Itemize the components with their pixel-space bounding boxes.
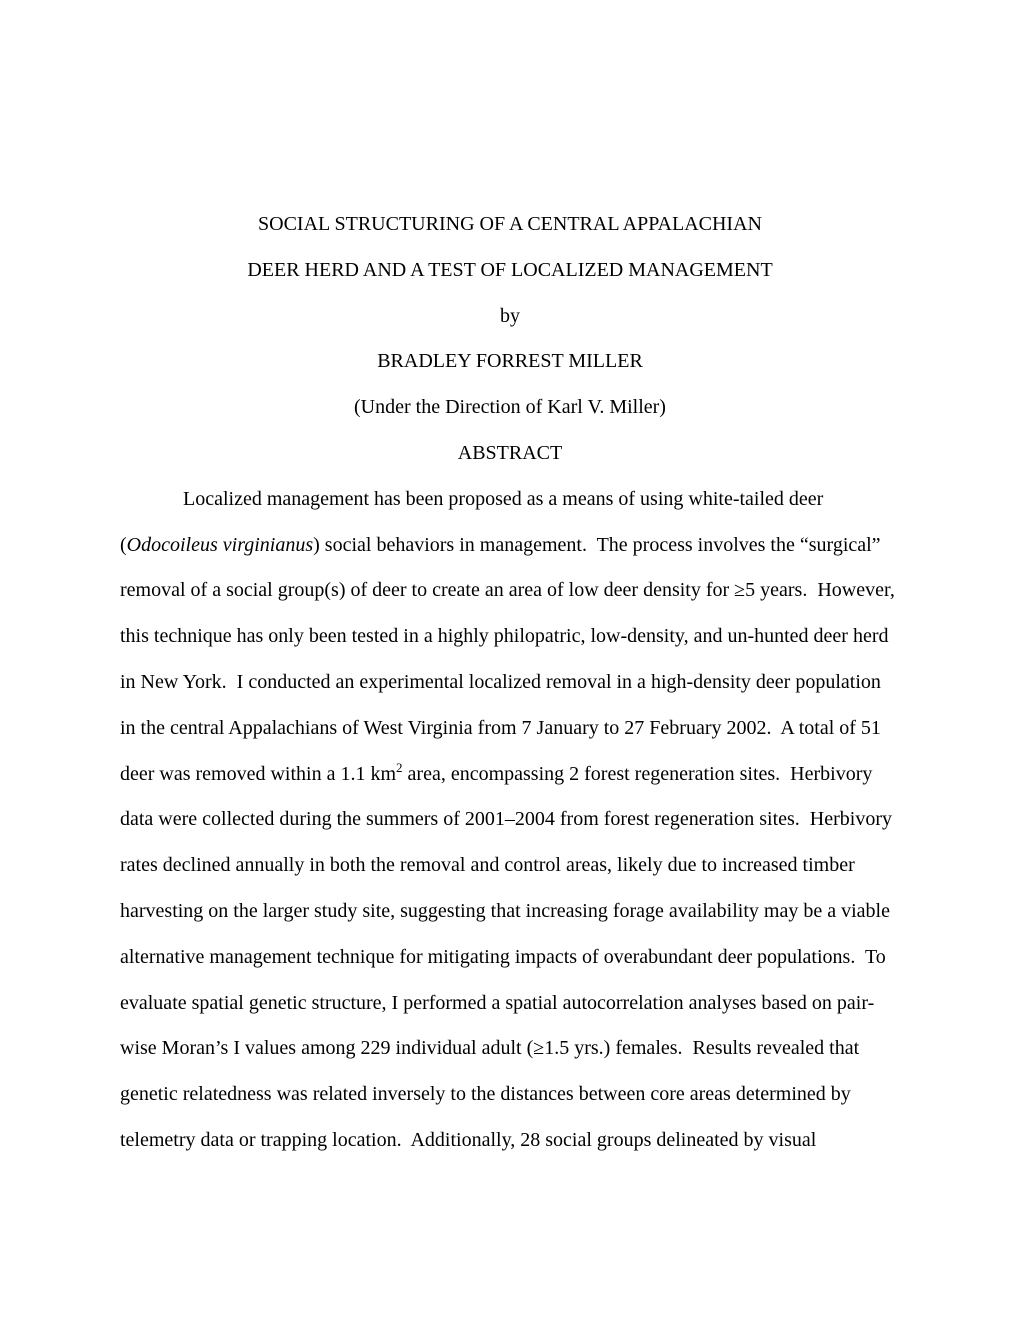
abstract-text-segment: data were collected during the summers of 2001–2004 from forest regeneration sites. Herbivory xyxy=(120,808,892,831)
abstract-line xyxy=(120,1026,900,1072)
abstract-line xyxy=(120,1072,900,1118)
page-content xyxy=(120,202,900,1164)
abstract-line xyxy=(120,523,900,569)
abstract-text-segment: deer was removed within a 1.1 km xyxy=(120,762,397,785)
abstract-text-segment: alternative management technique for mitigating impacts of overabundant deer populations. To xyxy=(120,945,886,968)
abstract-line xyxy=(120,1118,900,1164)
abstract-text-segment: evaluate spatial genetic structure, I performed a spatial autocorrelation analyses based on pair- xyxy=(120,991,875,1014)
abstract-text-segment: rates declined annually in both the removal and control areas, likely due to increased timber xyxy=(120,854,855,877)
abstract-text-segment: harvesting on the larger study site, suggesting that increasing forage availability may be a viable xyxy=(120,899,890,922)
superscript-2: 2 xyxy=(396,759,403,775)
abstract-line xyxy=(120,797,900,843)
abstract-text-segment: genetic relatedness was related inversely to the distances between core areas determined by xyxy=(120,1083,851,1106)
abstract-text-segment: this technique has only been tested in a highly philopatric, low-density, and un-hunted deer herd xyxy=(120,625,889,648)
abstract-text-segment: removal of a social group(s) of deer to create an area of low deer density for ≥5 years. However, xyxy=(120,579,895,602)
abstract-line xyxy=(120,935,900,981)
abstract-text-segment: Localized management has been proposed as a means of using white-tailed deer xyxy=(183,487,824,510)
abstract-text-segment: in the central Appalachians of West Virginia from 7 January to 27 February 2002. A total of 51 xyxy=(120,716,881,739)
abstract-line xyxy=(120,752,900,798)
abstract-text-segment: ) social behaviors in management. The process involves the “surgical” xyxy=(313,533,881,556)
abstract-line xyxy=(120,614,900,660)
thesis-title-line-2: DEER HERD AND A TEST OF LOCALIZED MANAGEMENT xyxy=(247,258,773,281)
abstract-line xyxy=(120,981,900,1027)
direction-note: (Under the Direction of Karl V. Miller) xyxy=(354,396,666,419)
byline: by xyxy=(500,304,520,327)
abstract-text-segment: ( xyxy=(120,533,127,556)
author-name: BRADLEY FORREST MILLER xyxy=(377,350,643,373)
abstract-text-segment: area, encompassing 2 forest regeneration sites. Herbivory xyxy=(402,762,873,785)
abstract-line xyxy=(120,706,900,752)
abstract-paragraph xyxy=(120,477,900,1164)
abstract-line xyxy=(120,477,900,523)
abstract-text-segment: telemetry data or trapping location. Additionally, 28 social groups delineated by visual xyxy=(120,1128,817,1151)
abstract-heading: ABSTRACT xyxy=(457,441,563,464)
abstract-text-segment: in New York. I conducted an experimental localized removal in a high-density deer population xyxy=(120,670,881,693)
thesis-title-line-1: SOCIAL STRUCTURING OF A CENTRAL APPALACHIAN xyxy=(258,213,762,235)
abstract-line xyxy=(120,660,900,706)
abstract-line xyxy=(120,568,900,614)
abstract-text-segment: wise Moran’s I values among 229 individual adult (≥1.5 yrs.) females. Results revealed that xyxy=(120,1037,860,1060)
species-name-italic: Odocoileus virginianus xyxy=(126,533,314,556)
abstract-line xyxy=(120,889,900,935)
abstract-line xyxy=(120,843,900,889)
